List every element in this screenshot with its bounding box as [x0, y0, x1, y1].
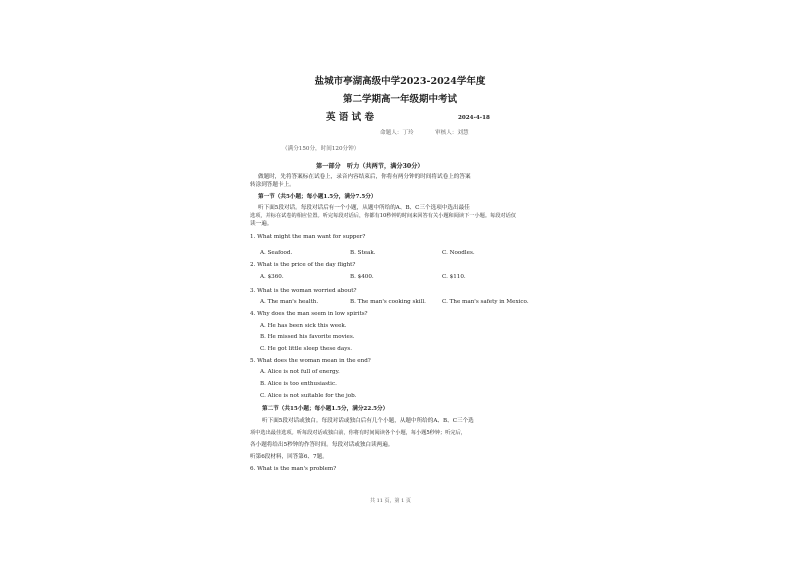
question-stem: 3. What is the woman worried about? [250, 288, 357, 294]
option-c: C. $110. [442, 274, 466, 280]
option-a: A. He has been sick this week. [260, 323, 347, 329]
reviewer: 审核人：刘慧 [435, 130, 469, 136]
section2-direction: 项中选出最佳选项。听每段对话或独白前，你将有时间阅读各个小题，每小题5秒钟；听完后， [250, 430, 466, 436]
section2-title: 第二节（共15小题；每小题1.5分，满分22.5分） [262, 406, 389, 412]
option-a: A. The man's health. [260, 299, 319, 305]
exam-date: 2024-4-18 [458, 115, 490, 121]
option-c: C. Noodles. [442, 250, 475, 256]
section2-lead: 听第6段材料，回答第6、7题。 [250, 454, 328, 460]
option-b: B. Steak. [350, 250, 376, 256]
school-title: 盐城市亭湖高级中学2023-2024学年度 [314, 76, 486, 87]
option-c: C. Alice is not suitable for the job. [260, 393, 357, 399]
option-a: A. $360. [260, 274, 284, 280]
section1-direction: 读一遍。 [250, 221, 273, 227]
section1-direction: 选项，并标在试卷的相应位置。听完每段对话后，你都有10秒钟的时间来回答有关小题和阅读下一小题。每段对话仅 [250, 213, 516, 219]
exam-sheet [250, 70, 550, 558]
question-stem: 2. What is the price of the day flight? [250, 262, 356, 268]
option-c: C. The man's safety in Mexico. [442, 299, 529, 305]
part1-intro: 转涂到答题卡上。 [250, 182, 295, 188]
option-c: C. He got little sleep these days. [260, 346, 353, 352]
option-b: B. He missed his favorite movies. [260, 334, 355, 340]
option-a: A. Alice is not full of energy. [260, 369, 340, 375]
page-footer: 共 11 页，第 1 页 [370, 498, 411, 504]
question-stem: 4. Why does the man seem in low spirits? [250, 311, 368, 317]
part1-title: 第一部分 听力（共两节，满分30分） [316, 163, 424, 170]
score-time: （满分150分，时间120分钟） [282, 146, 360, 152]
section2-direction: 各小题将给出5秒钟的作答时间。每段对话或独白读两遍。 [250, 442, 394, 448]
section1-title: 第一节（共5小题；每小题1.5分，满分7.5分） [258, 194, 377, 200]
exam-title: 第二学期高一年级期中考试 [342, 94, 457, 105]
section2-direction: 听下面5段对话或独白。每段对话或独白后有几个小题，从题中所给的A、B、C三个选 [262, 418, 474, 424]
option-b: B. The man's cooking skill. [350, 299, 426, 305]
question-stem: 6. What is the man's problem? [250, 466, 337, 472]
question-stem: 1. What might the man want for supper? [250, 234, 366, 240]
option-b: B. Alice is too enthusiastic. [260, 381, 337, 387]
question-stem: 5. What does the woman mean in the end? [250, 358, 371, 364]
setter: 命题人：丁玲 [380, 130, 414, 136]
option-a: A. Seafood. [260, 250, 293, 256]
section1-direction: 听下面5段对话。每段对话后有一个小题，从题中所给的A、B、C三个选项中选出最佳 [258, 205, 470, 211]
subject-title: 英 语 试 卷 [326, 112, 374, 123]
part1-intro: 做题时，先将答案标在试卷上，录音内容结束后，你将有两分钟的时间将试卷上的答案 [258, 174, 471, 180]
option-b: B. $400. [350, 274, 374, 280]
